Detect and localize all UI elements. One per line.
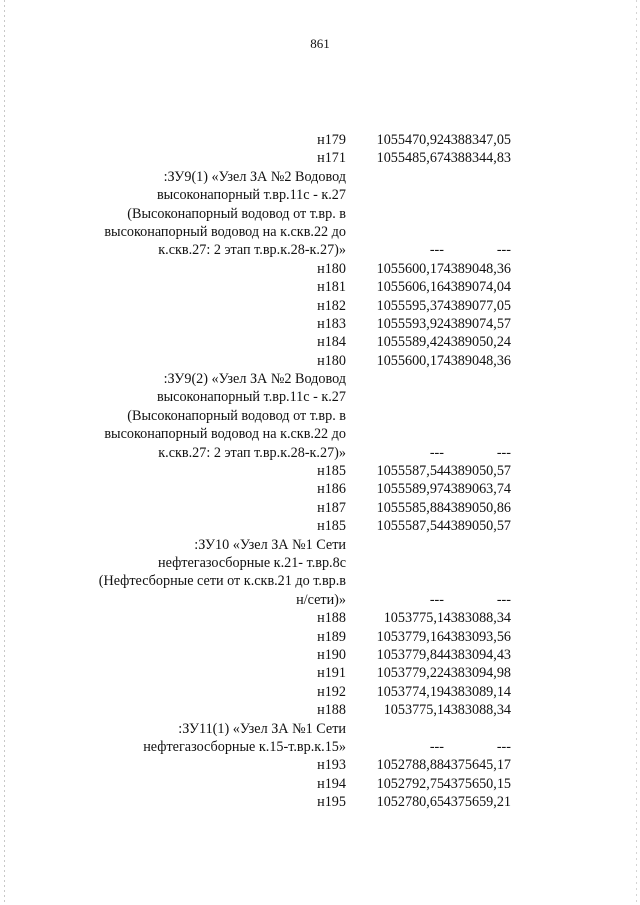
parcel-description: к.скв.27: 2 этап т.вр.к.28-к.27)» bbox=[158, 242, 346, 259]
coordinate-row bbox=[0, 499, 640, 517]
coordinate-row bbox=[0, 756, 640, 774]
x-coordinate: --- bbox=[429, 738, 444, 755]
parcel-description-line bbox=[0, 738, 640, 756]
coordinates-list bbox=[0, 131, 640, 811]
y-coordinate: 4388347,05 bbox=[443, 132, 511, 148]
x-coordinate: --- bbox=[429, 444, 444, 461]
x-coordinate: 1055589,97 bbox=[376, 481, 444, 498]
point-id: н183 bbox=[317, 315, 346, 332]
point-id: н181 bbox=[317, 279, 346, 296]
parcel-description: (Высоконапорный водовод от т.вр. в bbox=[127, 205, 346, 222]
coordinate-row bbox=[0, 628, 640, 646]
y-coordinate: 4389074,04 bbox=[443, 279, 511, 296]
parcel-description: н/сети)» bbox=[296, 591, 346, 608]
coordinate-row bbox=[0, 609, 640, 627]
x-coordinate: 1053779,16 bbox=[376, 628, 444, 645]
parcel-description: нефтегазосборные к.15-т.вр.к.15» bbox=[143, 738, 346, 755]
y-coordinate: 4375645,17 bbox=[443, 757, 511, 774]
y-coordinate: --- bbox=[496, 591, 511, 608]
point-id: н182 bbox=[317, 297, 346, 314]
y-coordinate: --- bbox=[496, 444, 511, 461]
coordinate-row bbox=[0, 793, 640, 811]
x-coordinate: 1055587,54 bbox=[376, 518, 444, 535]
parcel-description: к.скв.27: 2 этап т.вр.к.28-к.27)» bbox=[158, 444, 346, 461]
coordinate-row bbox=[0, 701, 640, 719]
coordinate-row bbox=[0, 646, 640, 664]
point-id: н191 bbox=[317, 665, 346, 682]
parcel-description-line bbox=[0, 554, 640, 572]
y-coordinate: 4389050,86 bbox=[443, 499, 511, 516]
point-id: н184 bbox=[317, 334, 346, 351]
parcel-description-line bbox=[0, 591, 640, 609]
point-id: н192 bbox=[317, 683, 346, 700]
y-coordinate: 4383094,98 bbox=[443, 665, 511, 682]
y-coordinate: 4383088,34 bbox=[443, 702, 511, 719]
coordinate-row bbox=[0, 333, 640, 351]
y-coordinate: --- bbox=[496, 242, 511, 259]
point-id: н185 bbox=[317, 518, 346, 535]
coordinate-row bbox=[0, 149, 640, 167]
x-coordinate: 1055600,17 bbox=[376, 352, 444, 369]
parcel-description: :ЗУ9(1) «Узел ЗА №2 Водовод bbox=[163, 168, 346, 185]
parcel-description-line bbox=[0, 407, 640, 425]
x-coordinate: 1055587,54 bbox=[376, 463, 444, 480]
x-coordinate: 1055585,88 bbox=[376, 499, 444, 516]
y-coordinate: 4389074,57 bbox=[443, 315, 511, 332]
point-id: н189 bbox=[317, 628, 346, 645]
x-coordinate: 1053779,84 bbox=[376, 646, 444, 663]
parcel-description: высоконапорный т.вр.11с - к.27 bbox=[156, 389, 346, 406]
point-id: н194 bbox=[317, 775, 346, 792]
parcel-description: высоконапорный водовод на к.скв.22 до bbox=[104, 223, 346, 240]
parcel-description-line bbox=[0, 186, 640, 204]
coordinate-row bbox=[0, 352, 640, 370]
point-id: н180 bbox=[317, 260, 346, 277]
parcel-description: :ЗУ9(2) «Узел ЗА №2 Водовод bbox=[163, 371, 346, 388]
x-coordinate: 1055593,92 bbox=[376, 315, 444, 332]
point-id: н188 bbox=[317, 610, 346, 627]
coordinate-row bbox=[0, 297, 640, 315]
coordinate-row bbox=[0, 517, 640, 535]
coordinate-row bbox=[0, 683, 640, 701]
parcel-description-line bbox=[0, 388, 640, 406]
y-coordinate: 4389077,05 bbox=[443, 297, 511, 314]
y-coordinate: 4389063,74 bbox=[443, 481, 511, 498]
y-coordinate: 4388344,83 bbox=[443, 150, 511, 167]
x-coordinate: 1053774,19 bbox=[376, 683, 444, 700]
parcel-description-line bbox=[0, 205, 640, 223]
x-coordinate: 1055589,42 bbox=[376, 334, 444, 351]
coordinate-row bbox=[0, 664, 640, 682]
point-id: н179 bbox=[317, 132, 346, 148]
point-id: н171 bbox=[317, 150, 346, 167]
y-coordinate: --- bbox=[496, 738, 511, 755]
x-coordinate: 1055595,37 bbox=[376, 297, 444, 314]
y-coordinate: 4375659,21 bbox=[443, 794, 511, 811]
parcel-description-line bbox=[0, 168, 640, 186]
parcel-description-line bbox=[0, 241, 640, 259]
point-id: н193 bbox=[317, 757, 346, 774]
coordinate-row bbox=[0, 315, 640, 333]
parcel-description: (Высоконапорный водовод от т.вр. в bbox=[127, 407, 346, 424]
parcel-description: :ЗУ11(1) «Узел ЗА №1 Сети bbox=[178, 720, 346, 737]
y-coordinate: 4383089,14 bbox=[443, 683, 511, 700]
point-id: н186 bbox=[317, 481, 346, 498]
coordinate-row bbox=[0, 278, 640, 296]
parcel-description-line bbox=[0, 536, 640, 554]
y-coordinate: 4383093,56 bbox=[443, 628, 511, 645]
point-id: н180 bbox=[317, 352, 346, 369]
coordinate-row bbox=[0, 260, 640, 278]
page-number: 861 bbox=[310, 36, 330, 51]
y-coordinate: 4389050,57 bbox=[443, 518, 511, 535]
parcel-description-line bbox=[0, 444, 640, 462]
x-coordinate: 1053779,22 bbox=[376, 665, 444, 682]
y-coordinate: 4389048,36 bbox=[443, 352, 511, 369]
x-coordinate: 1055606,16 bbox=[376, 279, 444, 296]
x-coordinate: 1053775,1 bbox=[383, 702, 444, 719]
parcel-description: нефтегазосборные к.21- т.вр.8с bbox=[158, 554, 346, 571]
point-id: н195 bbox=[317, 794, 346, 811]
y-coordinate: 4375650,15 bbox=[443, 775, 511, 792]
parcel-description-line bbox=[0, 223, 640, 241]
parcel-description: (Нефтесборные сети от к.скв.21 до т.вр.в bbox=[98, 573, 346, 590]
x-coordinate: 1053775,1 bbox=[383, 610, 444, 627]
y-coordinate: 4389050,57 bbox=[443, 463, 511, 480]
parcel-description: высоконапорный водовод на к.скв.22 до bbox=[104, 426, 346, 443]
y-coordinate: 4383088,34 bbox=[443, 610, 511, 627]
parcel-description-line bbox=[0, 370, 640, 388]
x-coordinate: --- bbox=[429, 242, 444, 259]
y-coordinate: 4389048,36 bbox=[443, 260, 511, 277]
coordinate-row bbox=[0, 480, 640, 498]
x-coordinate: 1055470,92 bbox=[376, 132, 444, 148]
x-coordinate: 1052780,65 bbox=[376, 794, 444, 811]
parcel-description-line bbox=[0, 572, 640, 590]
coordinate-row bbox=[0, 462, 640, 480]
x-coordinate: 1055600,17 bbox=[376, 260, 444, 277]
point-id: н187 bbox=[317, 499, 346, 516]
coordinate-row bbox=[0, 131, 640, 149]
point-id: н185 bbox=[317, 463, 346, 480]
parcel-description-line bbox=[0, 425, 640, 443]
x-coordinate: 1052792,75 bbox=[376, 775, 444, 792]
y-coordinate: 4383094,43 bbox=[443, 646, 511, 663]
y-coordinate: 4389050,24 bbox=[443, 334, 511, 351]
parcel-description-line bbox=[0, 720, 640, 738]
point-id: н190 bbox=[317, 646, 346, 663]
coordinate-row bbox=[0, 775, 640, 793]
x-coordinate: 1052788,88 bbox=[376, 757, 444, 774]
parcel-description: высоконапорный т.вр.11с - к.27 bbox=[156, 187, 346, 204]
parcel-description: :ЗУ10 «Узел ЗА №1 Сети bbox=[194, 536, 346, 553]
x-coordinate: 1055485,67 bbox=[376, 150, 444, 167]
x-coordinate: --- bbox=[429, 591, 444, 608]
point-id: н188 bbox=[317, 702, 346, 719]
